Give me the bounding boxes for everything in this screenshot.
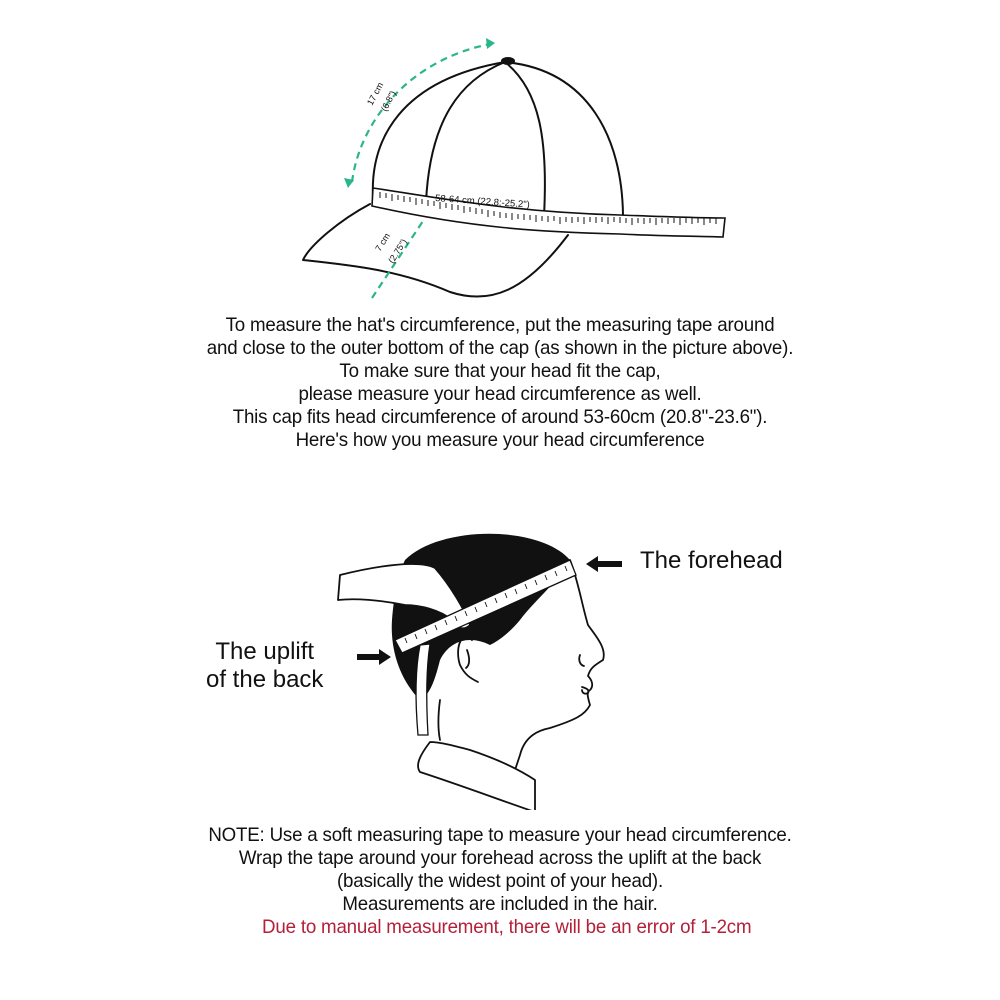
note-block bbox=[20, 824, 980, 939]
head-measurement-illustration bbox=[320, 520, 620, 810]
note-line: Wrap the tape around your forehead across the uplift at the back bbox=[238, 847, 762, 869]
uplift-label-line2: of the back bbox=[206, 666, 324, 693]
instruction-line: This cap fits head circumference of around 53-60cm (20.8"-23.6"). bbox=[232, 406, 768, 428]
instruction-line: Here's how you measure your head circumference bbox=[295, 429, 705, 451]
note-line: NOTE: Use a soft measuring tape to measure your head circumference. bbox=[208, 824, 792, 846]
forehead-label: The forehead bbox=[640, 547, 783, 574]
note-line: (basically the widest point of your head). bbox=[337, 870, 663, 892]
crown-measure-in: (6.8") bbox=[378, 89, 398, 113]
instruction-line: To measure the hat's circumference, put the measuring tape around bbox=[225, 314, 775, 336]
uplift-label-line1: The uplift bbox=[215, 638, 315, 665]
instruction-line: please measure your head circumference as well. bbox=[298, 383, 702, 405]
instruction-line: To make sure that your head fit the cap, bbox=[339, 360, 661, 382]
arrow-left-icon bbox=[586, 556, 622, 572]
error-warning: Due to manual measurement, there will be an error of 1-2cm bbox=[262, 916, 752, 938]
cap-icon bbox=[290, 30, 740, 310]
note-line: Measurements are included in the hair. bbox=[342, 893, 658, 915]
crown-measure-cm: 17 cm bbox=[364, 80, 386, 107]
circumference-measure: 58-64 cm (22.8:-25.2") bbox=[434, 193, 531, 211]
cap-measurement-illustration bbox=[290, 30, 740, 310]
measurement-instructions bbox=[20, 314, 980, 452]
head-profile-icon bbox=[320, 520, 620, 810]
brim-measure-in: (2.75") bbox=[386, 237, 409, 266]
brim-measure-cm: 7 cm bbox=[373, 231, 393, 254]
arrow-head-icon bbox=[486, 38, 495, 49]
uplift-label bbox=[206, 638, 323, 694]
instruction-line: and close to the outer bottom of the cap (as shown in the picture above). bbox=[206, 337, 794, 359]
arrow-right-icon bbox=[357, 649, 391, 665]
